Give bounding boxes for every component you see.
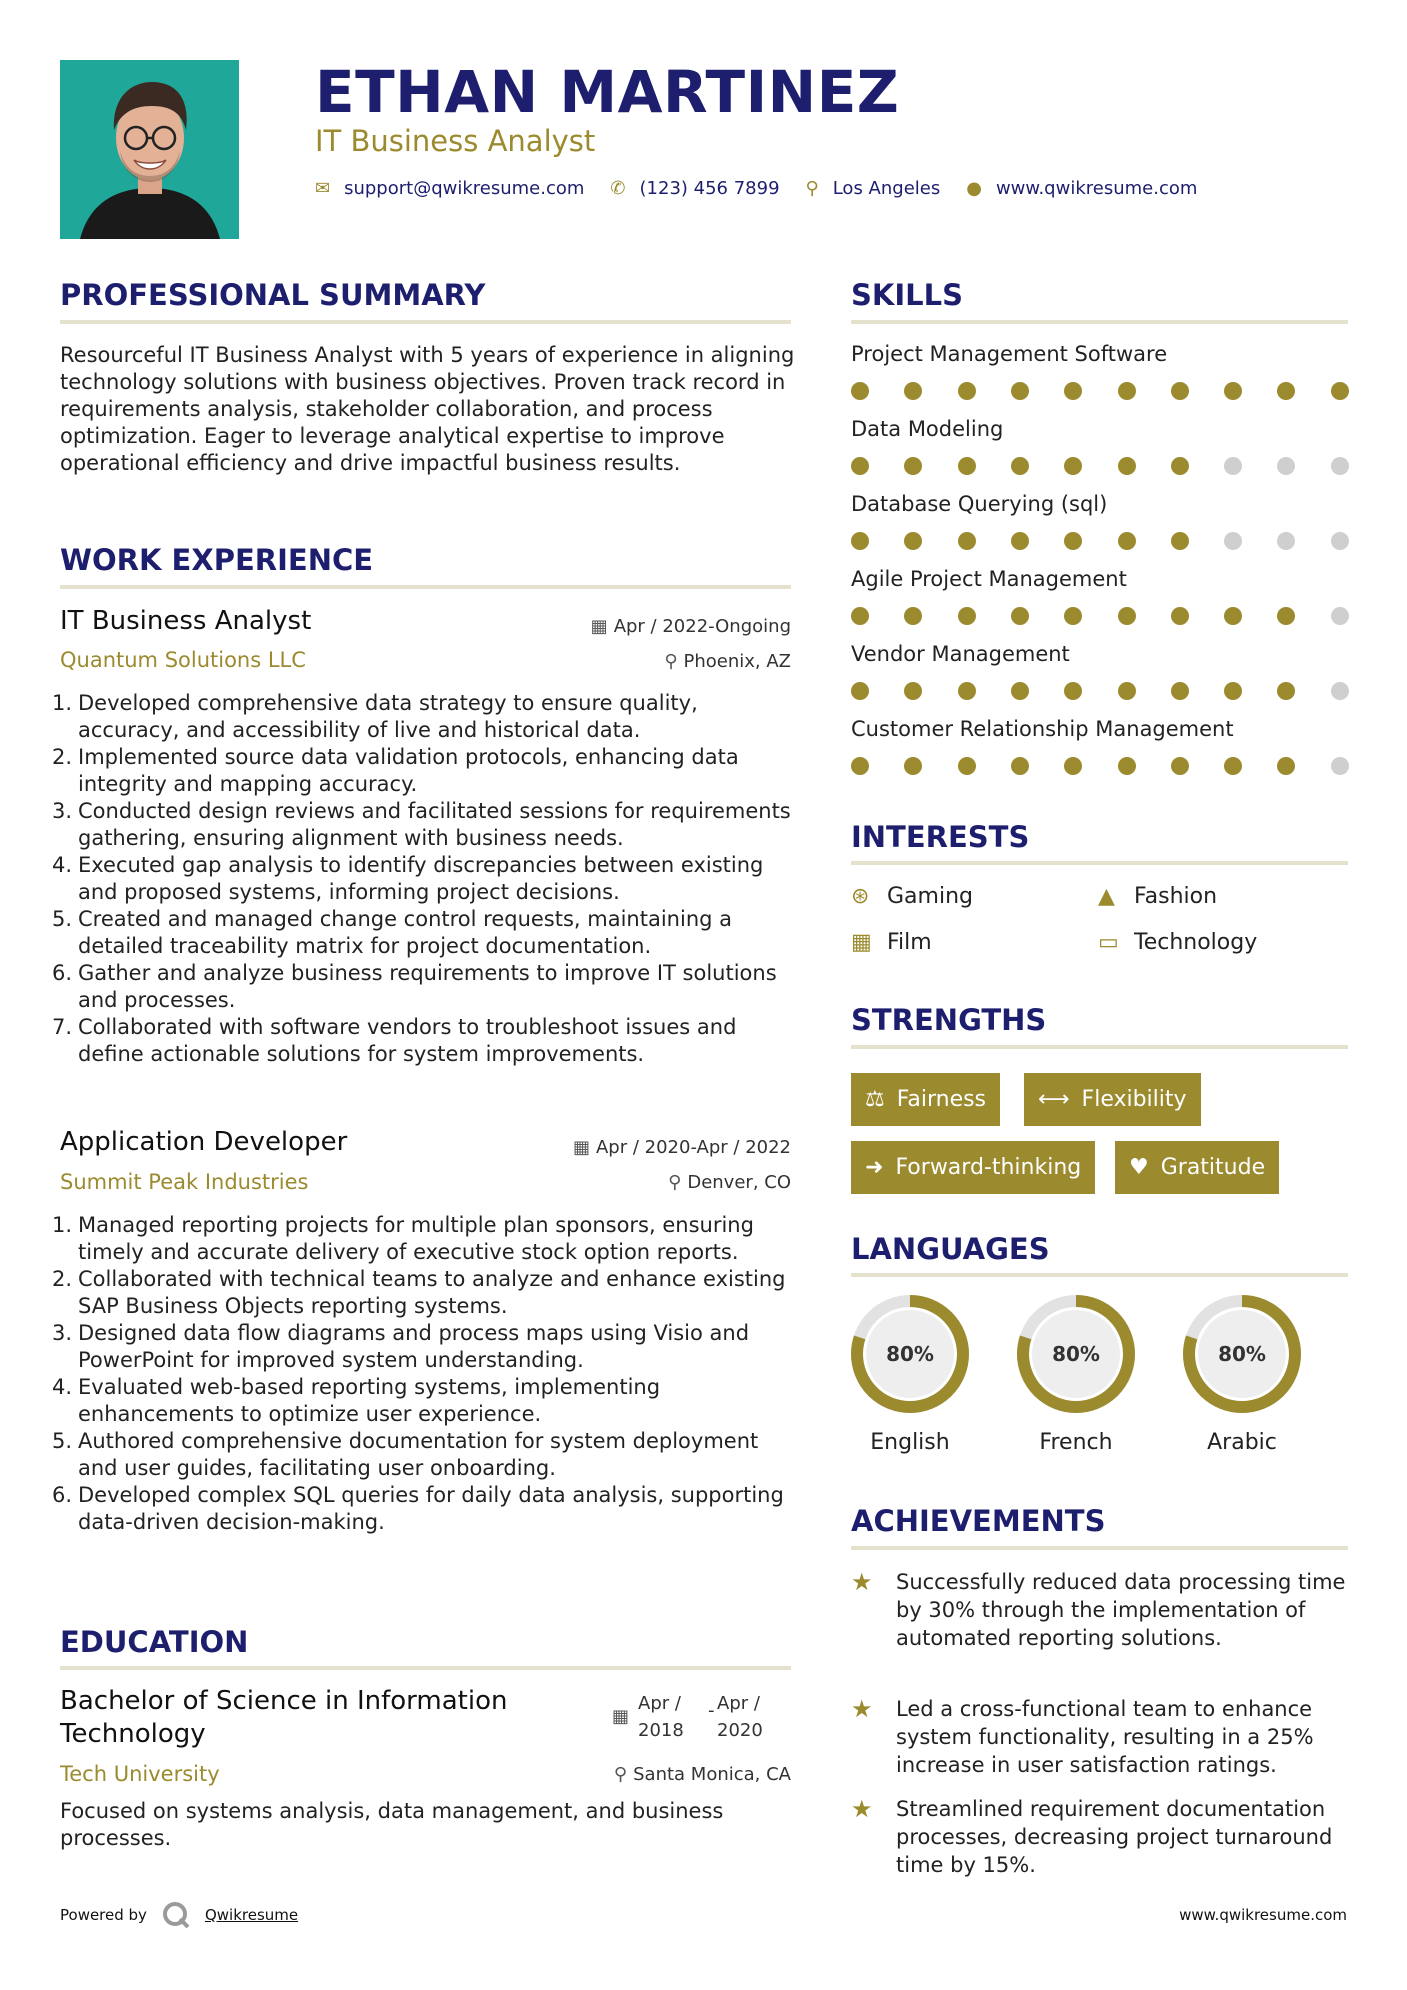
skill-dot-filled	[904, 382, 922, 400]
skill-dot-filled	[1118, 382, 1136, 400]
degree-line-1: Bachelor of Science in Information	[60, 1686, 508, 1716]
education-rule	[60, 1666, 791, 1670]
mail-icon: ✉	[315, 178, 331, 199]
location-icon: ⚲	[805, 178, 819, 199]
education-date-sep: -	[708, 1700, 715, 1721]
skill-dot-filled	[851, 382, 869, 400]
job-title: Application Developer	[60, 1127, 348, 1157]
job-date: ▦ Apr / 2022-Ongoing	[590, 616, 791, 637]
skill-dot-filled	[1277, 607, 1295, 625]
job-company: Summit Peak Industries	[60, 1170, 309, 1194]
achievement-item: ★ Successfully reduced data processing time by 30% through the implementation of automated reporting solutions.	[851, 1568, 1346, 1650]
skill-dot-filled	[904, 757, 922, 775]
skill-dot-filled	[1224, 682, 1242, 700]
skill-dot-filled	[1118, 607, 1136, 625]
list-item: 3. Conducted design reviews and facilitated sessions for requirements gathering, ensuring alignment with business needs.	[52, 799, 791, 850]
skill-dot-filled	[851, 682, 869, 700]
skill-dot-filled	[1064, 682, 1082, 700]
skill-dot-filled	[1064, 532, 1082, 550]
pin-icon: ⚲	[613, 1764, 628, 1785]
profile-photo	[60, 60, 239, 239]
language-name: Arabic	[1207, 1430, 1277, 1455]
skill-dot-filled	[1011, 607, 1029, 625]
strength-chip-fairness: ⚖ Fairness	[851, 1073, 1000, 1126]
degree-line-2: Technology	[60, 1719, 206, 1749]
achievements-rule	[851, 1546, 1348, 1550]
experience-rule	[60, 585, 791, 589]
skill-dot-filled	[851, 532, 869, 550]
achievements-title: ACHIEVEMENTS	[851, 1504, 1106, 1538]
skill-dot-filled	[1011, 457, 1029, 475]
contact-phone[interactable]: (123) 456 7899	[639, 178, 780, 199]
footer-website[interactable]: www.qwikresume.com	[1179, 1906, 1347, 1924]
laptop-icon: ▭	[1098, 930, 1119, 955]
skill-dot-empty	[1331, 757, 1349, 775]
interests-rule	[851, 861, 1348, 865]
interest-item-film: ▦ Film	[851, 930, 932, 955]
education-date-start: Apr / 2018	[638, 1693, 684, 1741]
scale-icon: ⚖	[865, 1087, 885, 1112]
job-title: IT Business Analyst	[60, 606, 312, 636]
skill-dot-filled	[904, 607, 922, 625]
skill-dot-filled	[904, 532, 922, 550]
job-duties-list	[52, 1212, 798, 1536]
skill-dot-filled	[1171, 382, 1189, 400]
skill-dot-filled	[958, 682, 976, 700]
list-item: 2. Implemented source data validation protocols, enhancing data integrity and mapping accuracy.	[52, 745, 739, 796]
star-icon: ★	[851, 1568, 873, 1596]
skill-rating	[851, 532, 1351, 552]
skill-dot-filled	[851, 757, 869, 775]
language-percent: 80%	[1052, 1342, 1100, 1366]
skill-dot-filled	[1331, 382, 1349, 400]
language-name: English	[870, 1430, 950, 1455]
skill-dot-filled	[1011, 682, 1029, 700]
skill-name: Customer Relationship Management	[851, 717, 1234, 741]
education-school: Tech University	[60, 1762, 220, 1786]
languages-rule	[851, 1273, 1348, 1277]
skill-rating	[851, 757, 1351, 777]
skills-rule	[851, 320, 1348, 324]
skill-dot-filled	[1277, 682, 1295, 700]
skill-dot-filled	[1171, 607, 1189, 625]
skill-dot-filled	[1224, 382, 1242, 400]
list-item: 6. Gather and analyze business requirements to improve IT solutions and processes.	[52, 961, 777, 1012]
candidate-name: ETHAN MARTINEZ	[315, 58, 900, 126]
skill-dot-empty	[1331, 682, 1349, 700]
skill-dot-filled	[904, 457, 922, 475]
strength-chip-forward-thinking: ➜ Forward-thinking	[851, 1141, 1095, 1194]
skill-dot-filled	[1277, 757, 1295, 775]
experience-title: WORK EXPERIENCE	[60, 543, 374, 577]
summary-rule	[60, 320, 791, 324]
skill-dot-empty	[1277, 457, 1295, 475]
skill-dot-filled	[851, 607, 869, 625]
shopping-bag-icon: ▲	[1098, 884, 1115, 909]
skill-dot-filled	[851, 457, 869, 475]
skill-dot-filled	[1064, 607, 1082, 625]
calendar-icon: ▦	[572, 1137, 590, 1158]
list-item: 1. Managed reporting projects for multiple plan sponsors, ensuring timely and accurate delivery of executive stock option reports.	[52, 1213, 754, 1264]
arrows-horizontal-icon: ⟷	[1038, 1087, 1070, 1112]
skill-name: Data Modeling	[851, 417, 1004, 441]
list-item: 2. Collaborated with technical teams to analyze and enhance existing SAP Business Objects reporting systems.	[52, 1267, 786, 1318]
skill-dot-filled	[1118, 532, 1136, 550]
phone-icon: ✆	[610, 178, 626, 199]
skill-dot-empty	[1331, 457, 1349, 475]
skill-name: Vendor Management	[851, 642, 1070, 666]
skill-rating	[851, 457, 1351, 477]
skill-dot-empty	[1331, 607, 1349, 625]
job-location: ⚲ Phoenix, AZ	[664, 651, 791, 672]
job-company: Quantum Solutions LLC	[60, 648, 306, 672]
skill-dot-filled	[958, 607, 976, 625]
skill-dot-filled	[958, 757, 976, 775]
calendar-icon: ▦	[590, 616, 608, 637]
pin-icon: ⚲	[668, 1172, 682, 1193]
skill-dot-filled	[1064, 757, 1082, 775]
skill-rating	[851, 382, 1351, 402]
job-duties-list	[52, 690, 798, 1068]
job-location: ⚲ Denver, CO	[668, 1172, 791, 1193]
list-item: 6. Developed complex SQL queries for daily data analysis, supporting data-driven decision-making.	[52, 1483, 784, 1534]
interest-item-technology: ▭ Technology	[1098, 930, 1258, 955]
skill-name: Database Querying (sql)	[851, 492, 1108, 516]
language-percent: 80%	[1218, 1342, 1266, 1366]
interest-item-fashion: ▲ Fashion	[1098, 884, 1218, 909]
film-icon: ▦	[851, 930, 872, 955]
skill-name: Agile Project Management	[851, 567, 1127, 591]
language-percent: 80%	[886, 1342, 934, 1366]
language-ring	[1181, 1293, 1303, 1415]
strength-chip-gratitude: ♥ Gratitude	[1115, 1141, 1279, 1194]
education-description: Focused on systems analysis, data management, and business processes.	[60, 1799, 724, 1850]
skills-title: SKILLS	[851, 278, 963, 312]
skill-dot-filled	[1011, 532, 1029, 550]
skill-dot-filled	[1118, 457, 1136, 475]
skill-dot-filled	[1171, 457, 1189, 475]
skill-dot-filled	[1064, 457, 1082, 475]
achievement-item: ★ Streamlined requirement documentation processes, decreasing project turnaround time by 15%.	[851, 1795, 1333, 1877]
language-name: French	[1039, 1430, 1113, 1455]
language-ring	[1015, 1293, 1137, 1415]
list-item: 5. Authored comprehensive documentation for system deployment and user guides, facilitating user onboarding.	[52, 1429, 759, 1480]
skill-dot-filled	[1171, 757, 1189, 775]
strength-chip-flexibility: ⟷ Flexibility	[1024, 1073, 1201, 1126]
job-date: ▦ Apr / 2020-Apr / 2022	[572, 1137, 791, 1158]
interest-item-gaming: ⊛ Gaming	[851, 884, 973, 909]
skill-dot-filled	[958, 457, 976, 475]
globe-icon: ●	[966, 178, 982, 199]
brand-link[interactable]: Qwikresume	[204, 1906, 299, 1924]
contact-location: Los Angeles	[832, 178, 941, 199]
list-item: 1. Developed comprehensive data strategy to ensure quality, accuracy, and accessibility of live and historical data.	[52, 691, 698, 742]
summary-text: Resourceful IT Business Analyst with 5 years of experience in aligning technology solutions with business objectives. Proven track record in requirements analysis, stakeholder collaboration, and process optimization. Eager to leverage analytical expertise to improve operational efficiency and drive impactful business results.	[60, 343, 795, 475]
contact-email[interactable]: support@qwikresume.com	[344, 178, 585, 199]
pin-icon: ⚲	[664, 651, 678, 672]
powered-by-label: Powered by	[60, 1906, 147, 1924]
skill-dot-filled	[1064, 382, 1082, 400]
skill-dot-filled	[1118, 682, 1136, 700]
heart-icon: ♥	[1129, 1155, 1149, 1180]
skill-rating	[851, 607, 1351, 627]
skill-dot-filled	[1224, 757, 1242, 775]
achievement-item: ★ Led a cross-functional team to enhance system functionality, resulting in a 25% increase in user satisfaction ratings.	[851, 1695, 1314, 1777]
skill-rating	[851, 682, 1351, 702]
list-item: 4. Executed gap analysis to identify discrepancies between existing and proposed systems, informing project decisions.	[52, 853, 764, 904]
list-item: 5. Created and managed change control requests, maintaining a detailed traceability matrix for project documentation.	[52, 907, 733, 958]
interests-title: INTERESTS	[851, 820, 1030, 854]
language-ring	[849, 1293, 971, 1415]
list-item: 7. Collaborated with software vendors to troubleshoot issues and define actionable solutions for system improvements.	[52, 1015, 737, 1066]
gamepad-icon: ⊛	[851, 884, 870, 909]
skill-dot-filled	[1171, 532, 1189, 550]
languages-title: LANGUAGES	[851, 1232, 1050, 1266]
strengths-rule	[851, 1045, 1348, 1049]
education-date-end: Apr / 2020	[717, 1693, 763, 1741]
skill-dot-empty	[1277, 532, 1295, 550]
calendar-icon: ▦	[612, 1706, 630, 1727]
skill-dot-filled	[904, 682, 922, 700]
footer-powered-by	[60, 1900, 298, 1930]
skill-dot-empty	[1224, 532, 1242, 550]
skill-dot-filled	[1011, 757, 1029, 775]
qwikresume-logo-icon	[161, 1900, 191, 1930]
skill-dot-filled	[1171, 682, 1189, 700]
skill-dot-filled	[1011, 382, 1029, 400]
candidate-role: IT Business Analyst	[315, 124, 596, 158]
summary-title: PROFESSIONAL SUMMARY	[60, 278, 486, 312]
education-location: ⚲ Santa Monica, CA	[613, 1764, 791, 1785]
skill-dot-empty	[1331, 532, 1349, 550]
skill-dot-filled	[958, 532, 976, 550]
list-item: 4. Evaluated web-based reporting systems, implementing enhancements to optimize user experience.	[52, 1375, 661, 1426]
skill-dot-filled	[1118, 757, 1136, 775]
list-item: 3. Designed data flow diagrams and process maps using Visio and PowerPoint for improved system understanding.	[52, 1321, 750, 1372]
star-icon: ★	[851, 1695, 873, 1723]
contact-bar	[315, 178, 1223, 199]
arrow-right-icon: ➜	[865, 1155, 884, 1180]
skill-dot-filled	[958, 382, 976, 400]
skill-name: Project Management Software	[851, 342, 1168, 366]
skill-dot-filled	[1224, 607, 1242, 625]
skill-dot-empty	[1224, 457, 1242, 475]
skill-dot-filled	[1277, 382, 1295, 400]
contact-website[interactable]: www.qwikresume.com	[995, 178, 1198, 199]
strengths-title: STRENGTHS	[851, 1003, 1047, 1037]
education-title: EDUCATION	[60, 1625, 249, 1659]
star-icon: ★	[851, 1795, 873, 1823]
